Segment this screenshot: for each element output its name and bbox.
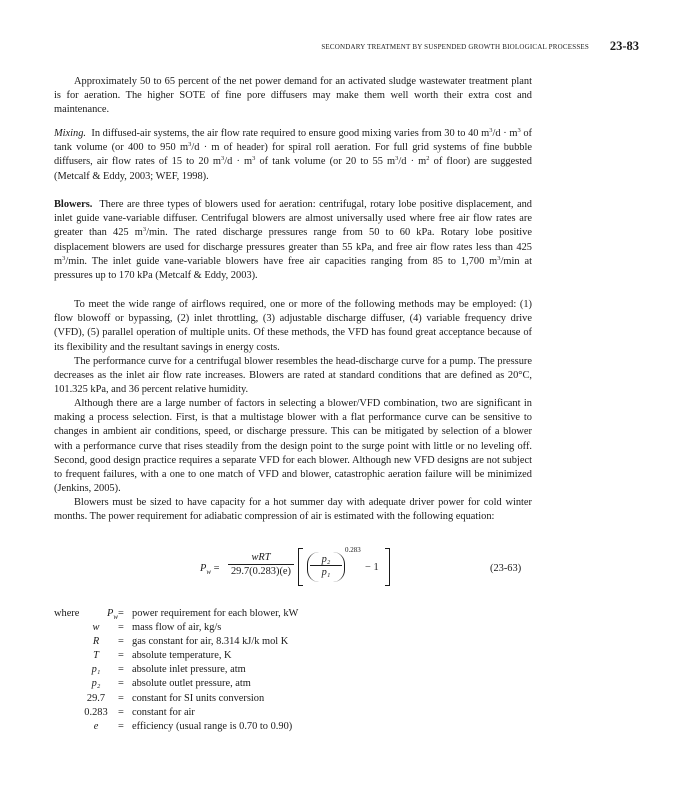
equation-number: (23-63): [490, 563, 522, 574]
page-header: [54, 40, 639, 60]
paragraph-blower-sizing: Blowers must be sized to have capacity for a hot summer day with adequate driver power for cold winter months. The power requirement for adiabatic compression of air is estimated with the following equation:: [54, 497, 532, 523]
equation-pressure-ratio: p₂ p₁: [307, 552, 345, 582]
mixing-heading: Mixing.: [54, 128, 87, 139]
paragraph-blower-vfd: Although there are a large number of factors in selecting a blower/VFD combination, two are significant in making a process selection. First, is that a multistage blower with a flat performance curve can be sensitive to changes in ambient air conditions, speed, or discharge pressure. This can be mitigated by selection of a blower with a performance curve that rises steadily from the design point to the surge point with little or no leveling off. Second, good design practice requires a separate VFD for each blower. Although new VFD designs are not subject to frequent failures, with a one to one match of VFD and blower, catastrophic aeration failure will be minimized (Jenkins, 2005).: [54, 398, 532, 495]
paragraph-aeration-power: Approximately 50 to 65 percent of the net power demand for an activated sludge wastewater treatment plant is for aeration. The higher SOTE of fine pore diffusers may make them well worth their extra cost and maintenance.: [54, 76, 532, 116]
equation-fraction: [228, 552, 294, 577]
paragraph-performance-curve: The performance curve for a centrifugal blower resembles the head-discharge curve for a pump. The pressure decreases as the inlet air flow rate increases. Blowers are rated at standard conditions that are defined as 20°C, 101.325 kPa, and 36 percent relative humidity.: [54, 356, 532, 396]
paragraph-airflow-methods: To meet the wide range of airflows required, one or more of the following methods may be employed: (1) flow blowoff or bypassing, (2) inlet throttling, (3) adjustable discharge diffuser, (4) variable frequency drive (VFD), (5) parallel operation of multiple units. Of these methods, the VFD has found great acceptance because of its flexibility and the resultant savings in energy costs.: [54, 299, 532, 353]
equation-exponent: 0.283: [345, 546, 361, 554]
paragraph-mixing: Mixing. In diffused-air systems, the air flow rate required to ensure good mixing varies from 30 to 40 $m^3/d \cdot m^3$ of tank volume (or 400 to 950 $m^3/d \cdot m$ of header) for spiral roll aeration. For full grid systems of fine bubble diffusers, air flow rates of 15 to 20 $m^3/d \cdot m^3$ of tank volume (or 20 to 55 $m^3/d \cdot m^2$ of floor) are suggested (Metcalf & Eddy, 2003; WEF, 1998).: [54, 127, 532, 182]
equation-lhs: $P_w$ =: [200, 563, 220, 577]
paragraph-blowers: Blowers. There are three types of blowers used for aeration: centrifugal, rotary lobe positive displacement, and inlet guide vane-variable diffuser. Centrifugal blowers are almost universally used where free air flow rates are greater than 425 $m^3/\min$. The rated discharge pressures range from 50 to 60 kPa. Rotary lobe positive displacement blowers are used for discharge pressures greater than 55 kPa, and free air flow rates less than 425 $m^3/\min$. The inlet guide vane-variable blowers have free air capacities ranging from 85 to 1,700 $m^3/\min$ at pressures up to 170 kPa (Metcalf & Eddy, 2003).: [54, 199, 532, 282]
document-page: SECONDARY TREATMENT BY SUSPENDED GROWTH BIOLOGICAL PROCESSES 23-83 Approximately 50 to 65 percent of the net power demand for an activated sludge wastewater treatment plant is for aeration. The higher SOTE of fine pore diffusers may make them well worth their extra cost and maintenance. Mixing. In diffused-air systems, the air flow rate required to ensure good mixing varies from 30 to 40 $m^3/d \cdot m^3$ of tank volume (or 400 to 950 $m^3/d \cdot m$ of header) for spiral roll aeration. For full grid systems of fine bubble diffusers, air flow rates of 15 to 20 $m^3/d \cdot m^3$ of tank volume (or 20 to 55 $m^3/d \cdot m^2$ of floor) are suggested (Metcalf & Eddy, 2003; WEF, 1998). Blowers. There are three types of blowers used for aeration: centrifugal, rotary lobe positive displacement, and inlet guide vane-variable diffuser. Centrifugal blowers are almost universally used where free air flow rates are greater than 425 $m^3/\min$. The rated discharge pressures range from 50 to 60 kPa. Rotary lobe positive displacement blowers are used for discharge pressures greater than 55 kPa, and free air flow rates less than 425 $m^3/\min$. The inlet guide vane-variable blowers have free air capacities ranging from 85 to 1,700 $m^3/\min$ at pressures up to 170 kPa (Metcalf & Eddy, 2003). To meet the wide range of airflows required, one or more of the following methods may be employed: (1) flow blowoff or bypassing, (2) inlet throttling, (3) adjustable discharge diffuser, (4) variable frequency drive (VFD), (5) parallel operation of multiple units. Of these methods, the VFD has found great acceptance because of its flexibility and the resultant savings in energy costs. The performance curve for a centrifugal blower resembles the head-discharge curve for a pump. The pressure decreases as the inlet air flow rate increases. Blowers are rated at standard conditions that are defined as 20°C, 101.325 kPa, and 36 percent relative humidity. Although there are a large number of factors in selecting a blower/VFD combination, two are significant in making a process selection. First, is that a multistage blower with a flat performance curve can be sensitive to changes in ambient air conditions, speed, or discharge pressure. This can be mitigated by selection of a blower with a performance curve that rises steadily from the design point to the surge point with little or no leveling off. Second, good design practice requires a separate VFD for each blower. Although new VFD designs are not subject to frequent failures, with a one to one match of VFD and blower, catastrophic aeration failure will be minimized (Jenkins, 2005). Blowers must be sized to have capacity for a hot summer day with adequate driver power for cold winter months. The power requirement for adiabatic compression of air is estimated with the following equation: $P_w$ = wRT 29.7(0.283)(e) p₂ p₁ 0.283 − 1 (23-63) where $P_w$ = power requirement for each blower, kW w = mass flow of air, kg/s R = gas constant for air, 8.314 kJ/k mol K T = absolute temperature, K p₁ = absolute inlet pressure, atm p₂ = absolute outlet pressure, atm 29.7 = constant for SI units conversion 0.283 = constant for air e = efficiency (usual range is 0.70 to 0.90): [54, 39, 639, 732]
equation-denominator: 29.7(0.283)(e): [230, 566, 291, 577]
page-number: 23-83: [609, 39, 639, 53]
blowers-heading: Blowers.: [54, 199, 93, 210]
equation-minus-one: − 1: [365, 562, 379, 573]
running-head: SECONDARY TREATMENT BY SUSPENDED GROWTH BIOLOGICAL PROCESSES: [321, 43, 589, 51]
equation-bracket: [298, 548, 390, 586]
power-equation: [200, 548, 400, 588]
equation-numerator: wRT: [228, 552, 294, 565]
